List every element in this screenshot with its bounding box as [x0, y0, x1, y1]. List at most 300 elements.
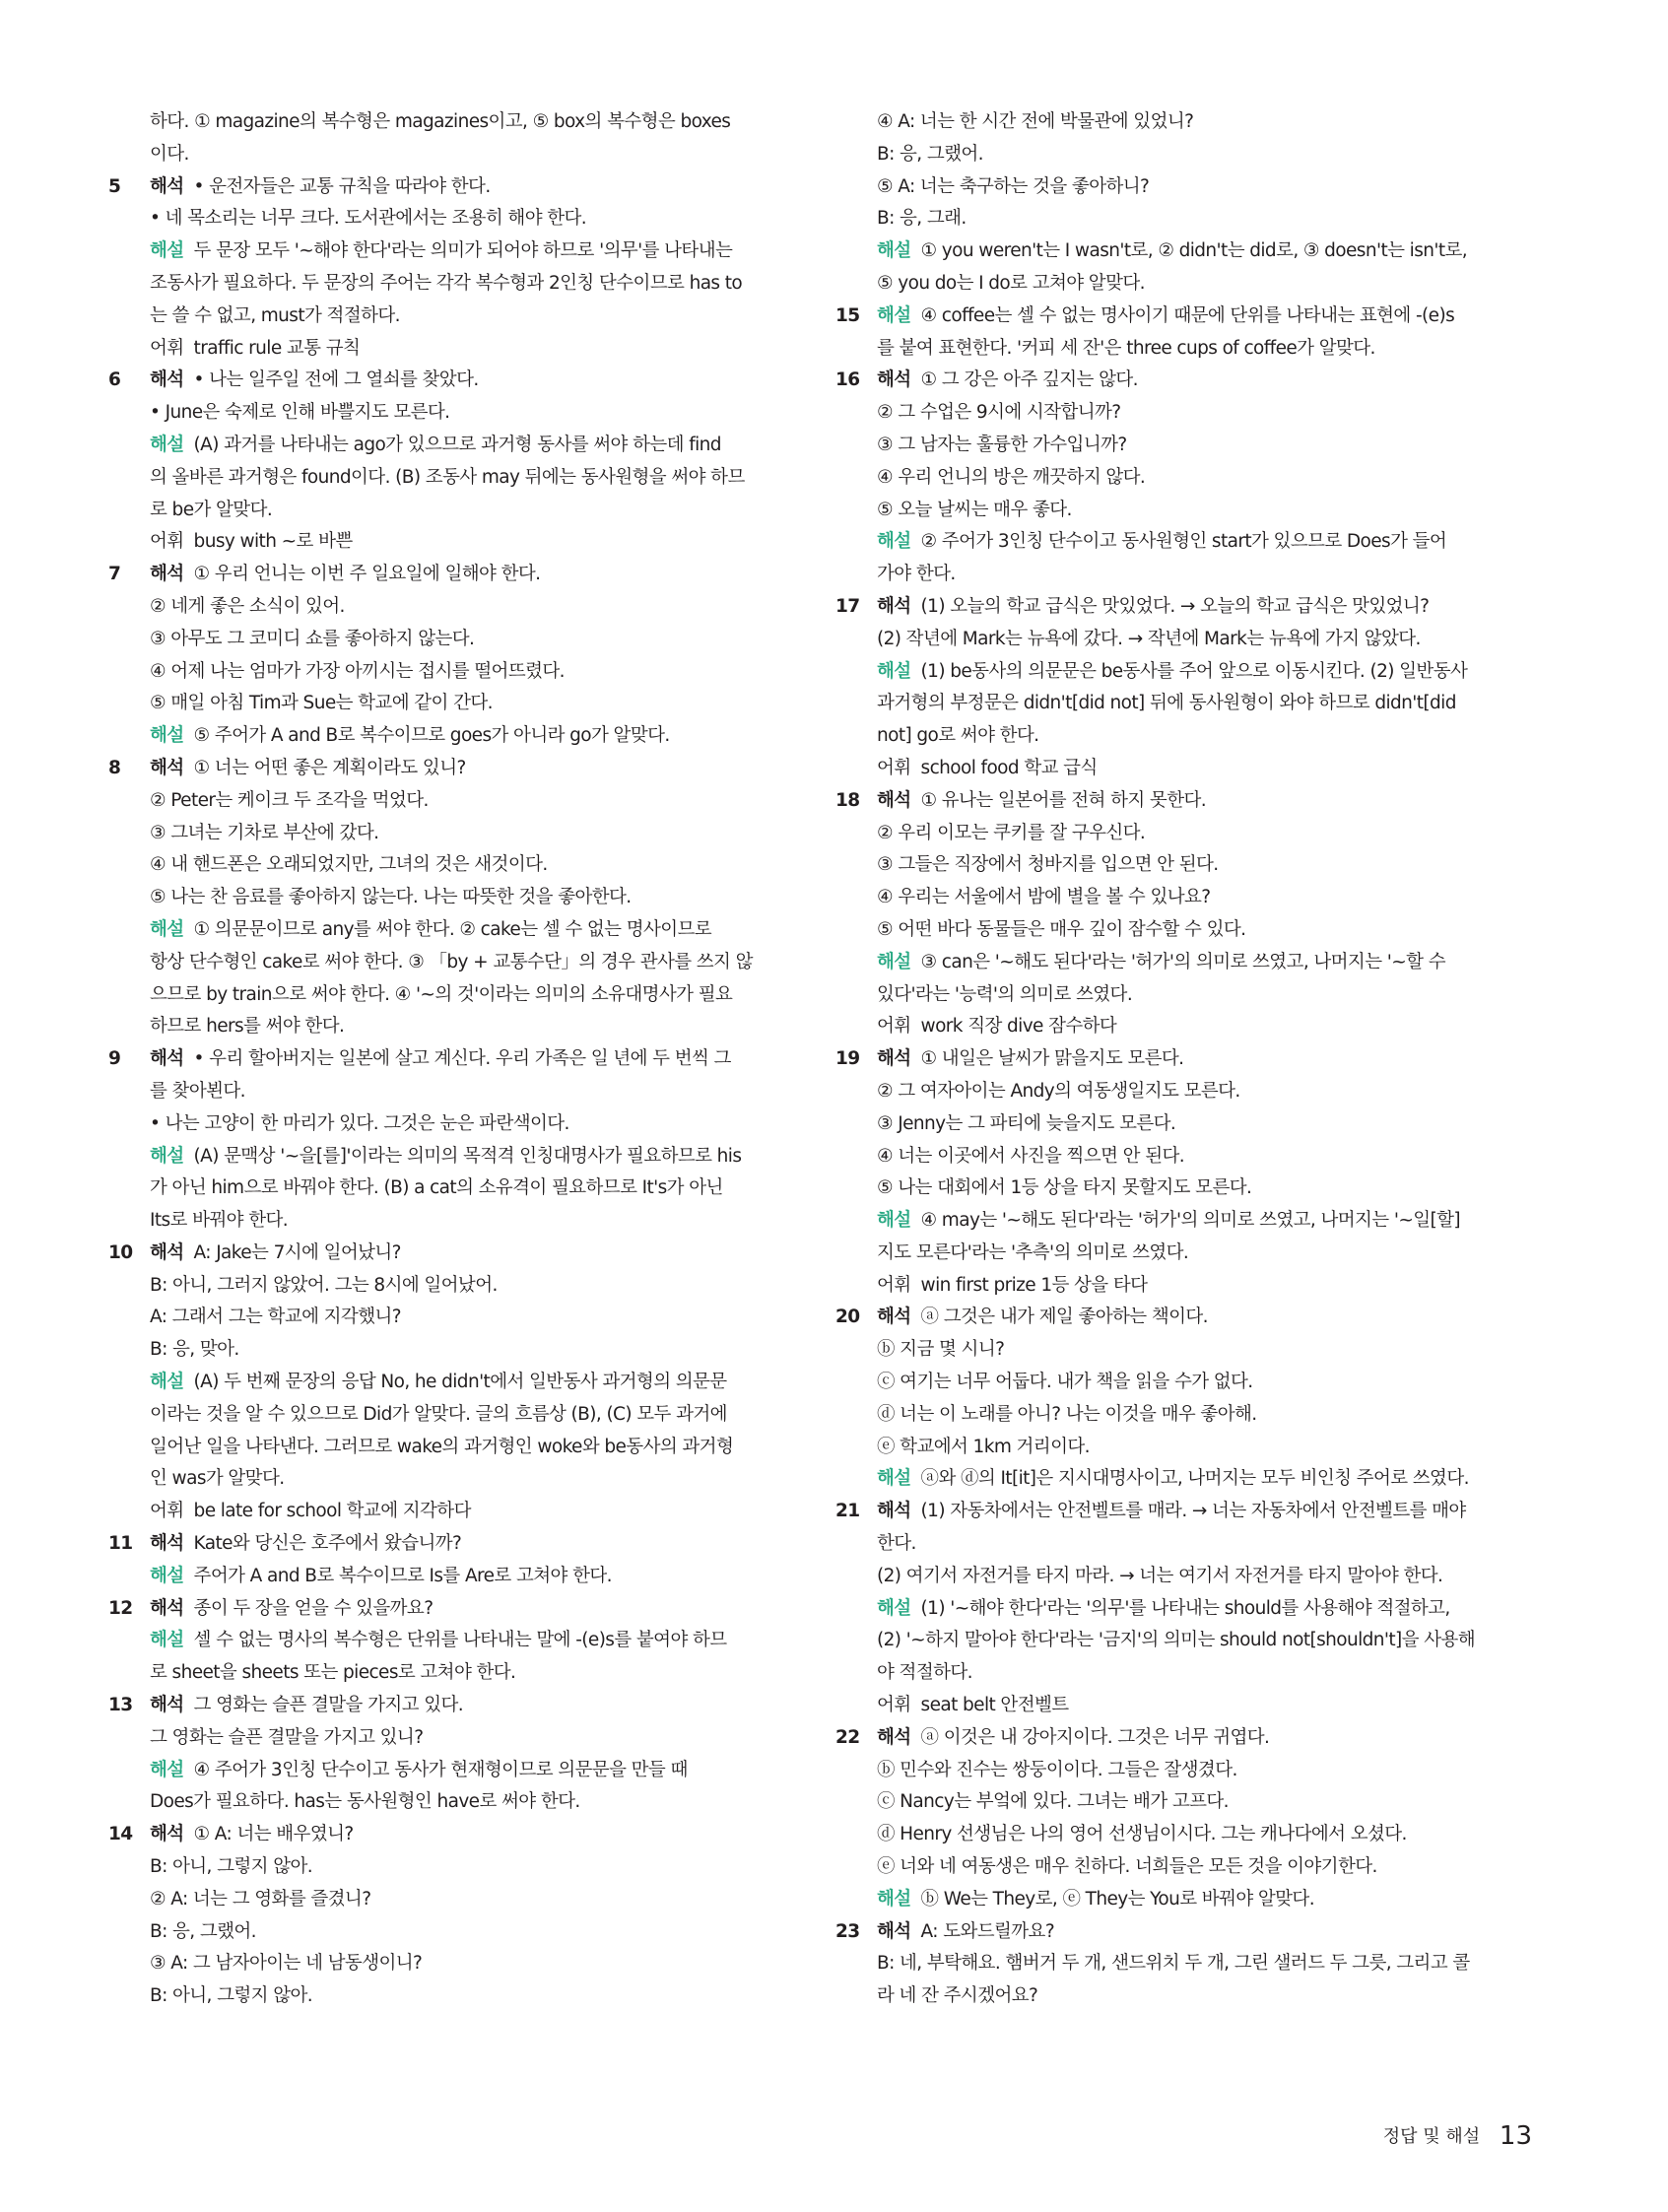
question-number: 16 — [835, 369, 860, 391]
text-line — [150, 1722, 820, 1755]
text-line — [150, 1205, 820, 1238]
question-number: 18 — [835, 789, 860, 811]
text-line — [150, 720, 820, 753]
line-text: ① A: 너는 배우였니? — [193, 1824, 354, 1845]
text-line — [108, 753, 820, 785]
text-line — [877, 1690, 1533, 1722]
line-text: ⑤ 나는 대회에서 1등 상을 타지 못할지도 모른다. — [877, 1177, 1252, 1199]
section-label: 어휘 — [877, 1274, 911, 1296]
line-text: ④ A: 너는 한 시간 전에 박물관에 있었니? — [877, 111, 1194, 132]
page-footer — [1383, 2121, 1532, 2151]
line-text: (1) be동사의 의문문은 be동사를 주어 앞으로 이동시킨다. (2) 일반동사 — [920, 660, 1468, 682]
line-text: ② Peter는 케이크 두 조각을 먹었다. — [150, 789, 429, 811]
line-text: A: 그래서 그는 학교에 지각했니? — [150, 1307, 401, 1328]
line-text: ③ 그들은 직장에서 청바지를 입으면 안 된다. — [877, 854, 1219, 876]
question-number: 13 — [108, 1695, 133, 1716]
line-text: 하다. ① magazine의 복수형은 magazines이고, ⑤ box의 복수형은 boxes — [150, 111, 731, 132]
line-text: ⓒ 여기는 너무 어둡다. 내가 책을 읽을 수가 없다. — [877, 1372, 1253, 1393]
line-text: ④ coffee는 셀 수 없는 명사이기 때문에 단위를 나타내는 표현에 -(e)s — [920, 304, 1455, 326]
section-label: 해석 — [877, 1501, 911, 1522]
line-text: 의 올바른 과거형은 found이다. (B) 조동사 may 뒤에는 동사원형을 써야 하므 — [150, 466, 745, 488]
text-line — [150, 1173, 820, 1205]
text-line — [877, 1561, 1533, 1593]
text-line — [877, 333, 1533, 366]
text-line — [877, 106, 1533, 139]
line-text: seat belt 안전벨트 — [920, 1695, 1069, 1716]
text-line — [877, 1076, 1533, 1108]
line-text: (2) '~하지 말아야 한다'라는 '금지'의 의미는 should not[shouldn't]을 사용해 — [877, 1630, 1476, 1651]
text-line — [150, 1916, 820, 1949]
text-line — [877, 139, 1533, 171]
text-line — [150, 1755, 820, 1787]
footer-section-title: 정답 및 해설 — [1382, 2126, 1481, 2147]
line-text: 지도 모른다'라는 '추측'의 의미로 쓰였다. — [877, 1241, 1189, 1263]
line-text: 과거형의 부정문은 didn't[did not] 뒤에 동사원형이 와야 하므로 didn't[did — [877, 693, 1456, 714]
question-number: 8 — [108, 757, 121, 778]
line-text: 주어가 A and B로 복수이므로 Is를 Are로 고쳐야 한다. — [193, 1565, 612, 1586]
text-line — [150, 106, 820, 139]
question-number: 15 — [835, 304, 860, 326]
text-line — [108, 1528, 820, 1561]
line-text: 야 적절하다. — [877, 1662, 972, 1684]
line-text: ① 의문문이므로 any를 써야 한다. ② cake는 셀 수 없는 명사이므로 — [193, 918, 712, 940]
text-line — [108, 1043, 820, 1076]
line-text: A: 도와드릴까요? — [920, 1920, 1055, 1942]
line-text: ③ A: 그 남자아이는 네 남동생이니? — [150, 1953, 423, 1975]
line-text: B: 아니, 그러지 않았어. 그는 8시에 일어났어. — [150, 1274, 498, 1296]
question-number: 22 — [835, 1726, 860, 1748]
text-line — [877, 1463, 1533, 1496]
line-text: • 나는 고양이 한 마리가 있다. 그것은 눈은 파란색이다. — [150, 1112, 569, 1134]
section-label: 해석 — [150, 564, 184, 585]
line-text: ② 그 여자아이는 Andy의 여동생일지도 모른다. — [877, 1080, 1240, 1102]
text-line — [150, 624, 820, 656]
text-line — [835, 785, 1533, 818]
line-text: Kate와 당신은 호주에서 왔습니까? — [193, 1533, 462, 1555]
line-text: B: 응, 그랬어. — [150, 1920, 256, 1942]
section-label: 해설 — [877, 531, 911, 553]
section-label: 해설 — [877, 240, 911, 262]
line-text: ③ 그 남자는 훌륭한 가수입니까? — [877, 434, 1127, 455]
line-text: ④ may는 '~해도 된다'라는 '허가'의 의미로 쓰였고, 나머지는 '~일[할] — [920, 1210, 1460, 1232]
text-line — [877, 1334, 1533, 1367]
section-label: 해설 — [150, 725, 184, 747]
question-number: 20 — [835, 1307, 860, 1328]
line-text: ① 그 강은 아주 깊지는 않다. — [920, 369, 1138, 391]
text-line — [877, 947, 1533, 979]
line-text: 로 sheet을 sheets 또는 pieces로 고쳐야 한다. — [150, 1662, 516, 1684]
line-text: B: 응, 그랬어. — [877, 143, 983, 165]
text-line — [150, 526, 820, 559]
text-line — [877, 1173, 1533, 1205]
page-number: 13 — [1499, 2121, 1532, 2151]
line-text: ⓔ 너와 네 여동생은 매우 친하다. 너희들은 모든 것을 이야기한다. — [877, 1856, 1377, 1878]
line-text: ④ 어제 나는 엄마가 가장 아끼시는 접시를 떨어뜨렸다. — [150, 660, 565, 682]
text-line — [150, 1432, 820, 1464]
line-text: 셀 수 없는 명사의 복수형은 단위를 나타내는 말에 -(e)s를 붙여야 하므 — [193, 1630, 727, 1651]
text-line — [877, 1593, 1533, 1626]
text-line — [108, 559, 820, 591]
text-line — [877, 495, 1533, 527]
text-line — [835, 301, 1533, 333]
text-line — [150, 1496, 820, 1528]
section-label: 해설 — [877, 1888, 911, 1910]
line-text: 로 be가 알맞다. — [150, 499, 273, 520]
text-line — [877, 753, 1533, 785]
text-line — [150, 235, 820, 268]
text-line — [877, 268, 1533, 301]
question-number: 23 — [835, 1920, 860, 1942]
line-text: ⓒ Nancy는 부엌에 있다. 그녀는 배가 고프다. — [877, 1791, 1229, 1813]
text-line — [835, 1722, 1533, 1755]
line-text: B: 아니, 그렇지 않아. — [150, 1985, 313, 2007]
line-text: ⓑ We는 They로, ⓔ They는 You로 바꿔야 알맞다. — [920, 1888, 1314, 1910]
right-column — [835, 106, 1533, 2013]
text-line — [150, 430, 820, 462]
line-text: 이라는 것을 알 수 있으므로 Did가 알맞다. 글의 흐름상 (B), (C) 모두 과거에 — [150, 1403, 727, 1425]
line-text: ⑤ A: 너는 축구하는 것을 좋아하니? — [877, 175, 1150, 197]
section-label: 어휘 — [877, 1016, 911, 1038]
line-text: 그 영화는 슬픈 결말을 가지고 있니? — [150, 1726, 424, 1748]
text-line — [150, 1786, 820, 1819]
line-text: school food 학교 급식 — [920, 757, 1098, 778]
section-label: 해석 — [150, 757, 184, 778]
text-line — [877, 1657, 1533, 1690]
text-line — [150, 1334, 820, 1367]
text-line — [108, 1819, 820, 1851]
line-text: ① 너는 어떤 좋은 계획이라도 있니? — [193, 757, 466, 778]
text-line — [877, 430, 1533, 462]
line-text: 를 찾아뵌다. — [150, 1080, 245, 1102]
question-number: 9 — [108, 1048, 121, 1070]
text-line — [877, 914, 1533, 947]
line-text: 일어난 일을 나타낸다. 그러므로 wake의 과거형인 woke와 be동사의 과거형 — [150, 1436, 734, 1457]
text-line — [877, 1270, 1533, 1303]
section-label: 해석 — [877, 1920, 911, 1942]
text-line — [150, 1851, 820, 1884]
text-line — [877, 818, 1533, 850]
line-text: ⓐ와 ⓓ의 It[it]은 지시대명사이고, 나머지는 모두 비인칭 주어로 쓰였다. — [920, 1468, 1469, 1490]
text-line — [877, 526, 1533, 559]
text-line — [877, 1399, 1533, 1432]
section-label: 해설 — [877, 1210, 911, 1232]
line-text: (1) 오늘의 학교 급식은 맛있었다. → 오늘의 학교 급식은 맛있었니? — [920, 595, 1430, 617]
line-text: 항상 단수형인 cake로 써야 한다. ③ 「by + 교통수단」의 경우 관사를 쓰지 않 — [150, 951, 753, 972]
section-label: 해설 — [150, 1372, 184, 1393]
text-line — [877, 1851, 1533, 1884]
text-line — [877, 1432, 1533, 1464]
question-number: 12 — [108, 1597, 133, 1619]
text-line — [150, 333, 820, 366]
text-line — [877, 1011, 1533, 1043]
line-text: ⓐ 그것은 내가 제일 좋아하는 책이다. — [920, 1307, 1208, 1328]
text-line — [150, 1948, 820, 1980]
section-label: 어휘 — [877, 757, 911, 778]
text-line — [150, 1561, 820, 1593]
text-line — [877, 171, 1533, 204]
line-text: ① 유나는 일본어를 전혀 하지 못한다. — [920, 789, 1207, 811]
line-text: • 우리 할아버지는 일본에 살고 계신다. 우리 가족은 일 년에 두 번씩 그 — [193, 1048, 731, 1070]
line-text: ③ 그녀는 기차로 부산에 갔다. — [150, 822, 379, 843]
text-line — [150, 656, 820, 689]
section-label: 해설 — [877, 1597, 911, 1619]
line-text: ⓑ 민수와 진수는 쌍둥이이다. 그들은 잘생겼다. — [877, 1759, 1237, 1780]
line-text: ④ 너는 이곳에서 사진을 찍으면 안 된다. — [877, 1145, 1185, 1167]
text-line — [150, 1980, 820, 2013]
line-text: win first prize 1등 상을 타다 — [920, 1274, 1148, 1296]
line-text: ③ can은 '~해도 된다'라는 '허가'의 의미로 쓰였고, 나머지는 '~할 수 — [920, 951, 1445, 972]
section-label: 어휘 — [150, 1501, 184, 1522]
text-line — [877, 1884, 1533, 1916]
question-number: 19 — [835, 1048, 860, 1070]
line-text: 종이 두 장을 얻을 수 있을까요? — [193, 1597, 434, 1619]
text-line — [150, 849, 820, 882]
text-line — [150, 818, 820, 850]
text-line — [150, 397, 820, 430]
line-text: 하므로 hers를 써야 한다. — [150, 1016, 345, 1038]
section-label: 해설 — [877, 1468, 911, 1490]
section-label: 해석 — [150, 1695, 184, 1716]
question-number: 17 — [835, 595, 860, 617]
line-text: • 네 목소리는 너무 크다. 도서관에서는 조용히 해야 한다. — [150, 208, 587, 230]
section-label: 해설 — [150, 1145, 184, 1167]
question-number: 10 — [108, 1241, 133, 1263]
text-line — [108, 1593, 820, 1626]
line-text: ③ Jenny는 그 파티에 늦을지도 모른다. — [877, 1112, 1176, 1134]
section-label: 해석 — [877, 595, 911, 617]
line-text: ⓓ Henry 선생님은 나의 영어 선생님이시다. 그는 캐나다에서 오셨다. — [877, 1824, 1407, 1845]
text-line — [877, 1205, 1533, 1238]
text-line — [877, 849, 1533, 882]
section-label: 해석 — [877, 1048, 911, 1070]
line-text: B: 네, 부탁해요. 햄버거 두 개, 샌드위치 두 개, 그린 샐러드 두 그릇, 그리고 콜 — [877, 1953, 1470, 1975]
text-line — [877, 235, 1533, 268]
line-text: 가 아닌 him으로 바꿔야 한다. (B) a cat의 소유격이 필요하므로 It's가 아닌 — [150, 1177, 723, 1199]
section-label: 어휘 — [150, 337, 184, 359]
line-text: ⑤ 나는 찬 음료를 좋아하지 않는다. 나는 따뜻한 것을 좋아한다. — [150, 887, 632, 908]
text-line — [150, 462, 820, 495]
question-number: 21 — [835, 1501, 860, 1522]
line-text: • 나는 일주일 전에 그 열쇠를 찾았다. — [193, 369, 479, 391]
text-line — [150, 495, 820, 527]
text-line — [877, 624, 1533, 656]
left-column — [108, 106, 820, 2013]
line-text: traffic rule 교통 규칙 — [193, 337, 361, 359]
text-line — [877, 1819, 1533, 1851]
text-line — [150, 1367, 820, 1399]
text-line — [108, 171, 820, 204]
line-text: ④ 우리 언니의 방은 깨끗하지 않다. — [877, 466, 1146, 488]
section-label: 해석 — [150, 1533, 184, 1555]
section-label: 해설 — [150, 1630, 184, 1651]
line-text: (1) '~해야 한다'라는 '의무'를 나타내는 should를 사용해야 적절하고, — [920, 1597, 1450, 1619]
line-text: Does가 필요하다. has는 동사원형인 have로 써야 한다. — [150, 1791, 580, 1813]
line-text: (A) 과거를 나타내는 ago가 있으므로 과거형 동사를 써야 하는데 find — [193, 434, 721, 455]
text-line — [835, 591, 1533, 624]
line-text: 있다'라는 '능력'의 의미로 쓰였다. — [877, 983, 1133, 1005]
text-line — [877, 397, 1533, 430]
line-text: (2) 여기서 자전거를 타지 마라. → 너는 여기서 자전거를 타지 말아야 한다. — [877, 1565, 1443, 1586]
text-line — [150, 1270, 820, 1303]
line-text: 조동사가 필요하다. 두 문장의 주어는 각각 복수형과 2인칭 단수이므로 has to — [150, 272, 743, 294]
section-label: 해석 — [877, 1726, 911, 1748]
line-text: ⑤ you do는 I do로 고쳐야 알맞다. — [877, 272, 1145, 294]
line-text: B: 응, 맞아. — [150, 1339, 239, 1361]
line-text: ② 주어가 3인칭 단수이고 동사원형인 start가 있으므로 Does가 들어 — [920, 531, 1447, 553]
text-line — [150, 1302, 820, 1334]
line-text: 라 네 잔 주시겠어요? — [877, 1985, 1038, 2007]
text-line — [150, 882, 820, 914]
text-line — [150, 979, 820, 1012]
line-text: Its로 바꿔야 한다. — [150, 1210, 289, 1232]
text-line — [150, 268, 820, 301]
text-line — [877, 1141, 1533, 1173]
line-text: B: 응, 그래. — [877, 208, 967, 230]
section-label: 해석 — [150, 369, 184, 391]
text-line — [150, 1011, 820, 1043]
line-text: ② 네게 좋은 소식이 있어. — [150, 595, 345, 617]
text-line — [877, 1238, 1533, 1270]
line-text: 으므로 by train으로 써야 한다. ④ '~의 것'이라는 의미의 소유대명사가 필요 — [150, 983, 733, 1005]
line-text: 한다. — [877, 1533, 916, 1555]
text-line — [150, 1141, 820, 1173]
line-text: work 직장 dive 잠수하다 — [920, 1016, 1117, 1038]
text-line — [835, 1043, 1533, 1076]
section-label: 해설 — [150, 434, 184, 455]
line-text: ⓑ 지금 몇 시니? — [877, 1339, 1005, 1361]
text-line — [877, 203, 1533, 235]
section-label: 해설 — [877, 951, 911, 972]
text-line — [877, 688, 1533, 720]
section-label: 해설 — [150, 1759, 184, 1780]
line-text: ① 우리 언니는 이번 주 일요일에 일해야 한다. — [193, 564, 541, 585]
line-text: ④ 내 핸드폰은 오래되었지만, 그녀의 것은 새것이다. — [150, 854, 548, 876]
line-text: ⑤ 주어가 A and B로 복수이므로 goes가 아니라 go가 알맞다. — [193, 725, 670, 747]
text-line — [877, 882, 1533, 914]
text-line — [877, 1625, 1533, 1657]
text-line — [877, 559, 1533, 591]
line-text: ⑤ 오늘 날씨는 매우 좋다. — [877, 499, 1072, 520]
line-text: (A) 문맥상 '~을[를]'이라는 의미의 목적격 인칭대명사가 필요하므로 his — [193, 1145, 742, 1167]
text-line — [835, 1302, 1533, 1334]
text-line — [150, 591, 820, 624]
line-text: 가야 한다. — [877, 564, 956, 585]
line-text: • June은 숙제로 인해 바쁠지도 모른다. — [150, 402, 450, 424]
section-label: 해설 — [150, 240, 184, 262]
section-label: 해설 — [877, 304, 911, 326]
line-text: ⑤ 어떤 바다 동물들은 매우 깊이 잠수할 수 있다. — [877, 918, 1246, 940]
line-text: ② 우리 이모는 쿠키를 잘 구우신다. — [877, 822, 1146, 843]
line-text: 인 was가 알맞다. — [150, 1468, 285, 1490]
line-text: ⑤ 매일 아침 Tim과 Sue는 학교에 같이 간다. — [150, 693, 493, 714]
question-number: 7 — [108, 564, 121, 585]
text-line — [835, 1496, 1533, 1528]
text-line — [150, 1884, 820, 1916]
section-label: 해설 — [150, 918, 184, 940]
section-label: 어휘 — [150, 531, 184, 553]
text-line — [150, 1463, 820, 1496]
text-line — [150, 1108, 820, 1141]
line-text: be late for school 학교에 지각하다 — [193, 1501, 471, 1522]
text-line — [150, 947, 820, 979]
text-line — [877, 720, 1533, 753]
line-text: ⓓ 너는 이 노래를 아니? 나는 이것을 매우 좋아해. — [877, 1403, 1257, 1425]
text-line — [150, 301, 820, 333]
text-line — [877, 1108, 1533, 1141]
text-line — [150, 1076, 820, 1108]
text-line — [835, 1916, 1533, 1949]
text-line — [150, 785, 820, 818]
section-label: 해설 — [877, 660, 911, 682]
text-line — [108, 365, 820, 397]
text-line — [877, 1786, 1533, 1819]
text-line — [150, 1399, 820, 1432]
text-line — [877, 979, 1533, 1012]
line-text: ② 그 수업은 9시에 시작합니까? — [877, 402, 1121, 424]
section-label: 해석 — [877, 369, 911, 391]
text-line — [877, 656, 1533, 689]
text-line — [877, 1367, 1533, 1399]
section-label: 해석 — [150, 1241, 184, 1263]
text-line — [835, 365, 1533, 397]
line-text: ④ 주어가 3인칭 단수이고 동사가 현재형이므로 의문문을 만들 때 — [193, 1759, 688, 1780]
text-line — [150, 203, 820, 235]
section-label: 해석 — [150, 175, 184, 197]
line-text: ④ 우리는 서울에서 밤에 별을 볼 수 있나요? — [877, 887, 1211, 908]
line-text: not] go로 써야 한다. — [877, 725, 1039, 747]
text-line — [150, 914, 820, 947]
text-line — [150, 139, 820, 171]
section-label: 해석 — [877, 789, 911, 811]
line-text: ② A: 너는 그 영화를 즐겼니? — [150, 1888, 371, 1910]
line-text: • 운전자들은 교통 규칙을 따라야 한다. — [193, 175, 491, 197]
text-line — [150, 1625, 820, 1657]
line-text: B: 아니, 그렇지 않아. — [150, 1856, 313, 1878]
question-number: 14 — [108, 1824, 133, 1845]
text-line — [877, 1528, 1533, 1561]
text-line — [877, 1948, 1533, 1980]
line-text: (2) 작년에 Mark는 뉴욕에 갔다. → 작년에 Mark는 뉴욕에 가지 않았다. — [877, 628, 1421, 649]
line-text: ⓔ 학교에서 1km 거리이다. — [877, 1436, 1090, 1457]
line-text: ③ 아무도 그 코미디 쇼를 좋아하지 않는다. — [150, 628, 475, 649]
text-line — [877, 1755, 1533, 1787]
line-text: ① you weren't는 I wasn't로, ② didn't는 did로, ③ doesn't는 isn't로, — [920, 240, 1468, 262]
section-label: 해석 — [877, 1307, 911, 1328]
section-label: 해설 — [150, 1565, 184, 1586]
line-text: 두 문장 모두 '~해야 한다'라는 의미가 되어야 하므로 '의무'를 나타내는 — [193, 240, 733, 262]
line-text: ⓐ 이것은 내 강아지이다. 그것은 너무 귀엽다. — [920, 1726, 1270, 1748]
question-number: 6 — [108, 369, 121, 391]
question-number: 11 — [108, 1533, 133, 1555]
line-text: 를 붙여 표현한다. '커피 세 잔'은 three cups of coffee가 알맞다. — [877, 337, 1375, 359]
text-line — [150, 1657, 820, 1690]
line-text: 그 영화는 슬픈 결말을 가지고 있다. — [193, 1695, 464, 1716]
line-text: busy with ~로 바쁜 — [193, 531, 353, 553]
section-label: 해석 — [150, 1824, 184, 1845]
question-number: 5 — [108, 175, 121, 197]
section-label: 해석 — [150, 1048, 184, 1070]
section-label: 해석 — [150, 1597, 184, 1619]
text-line — [150, 688, 820, 720]
text-line — [877, 462, 1533, 495]
text-line — [108, 1238, 820, 1270]
section-label: 어휘 — [877, 1695, 911, 1716]
line-text: ① 내일은 날씨가 맑을지도 모른다. — [920, 1048, 1184, 1070]
line-text: 는 쓸 수 없고, must가 적절하다. — [150, 304, 400, 326]
line-text: (1) 자동차에서는 안전벨트를 매라. → 너는 자동차에서 안전벨트를 매야 — [920, 1501, 1466, 1522]
line-text: (A) 두 번째 문장의 응답 No, he didn't에서 일반동사 과거형의 의문문 — [193, 1372, 727, 1393]
text-line — [877, 1980, 1533, 2013]
